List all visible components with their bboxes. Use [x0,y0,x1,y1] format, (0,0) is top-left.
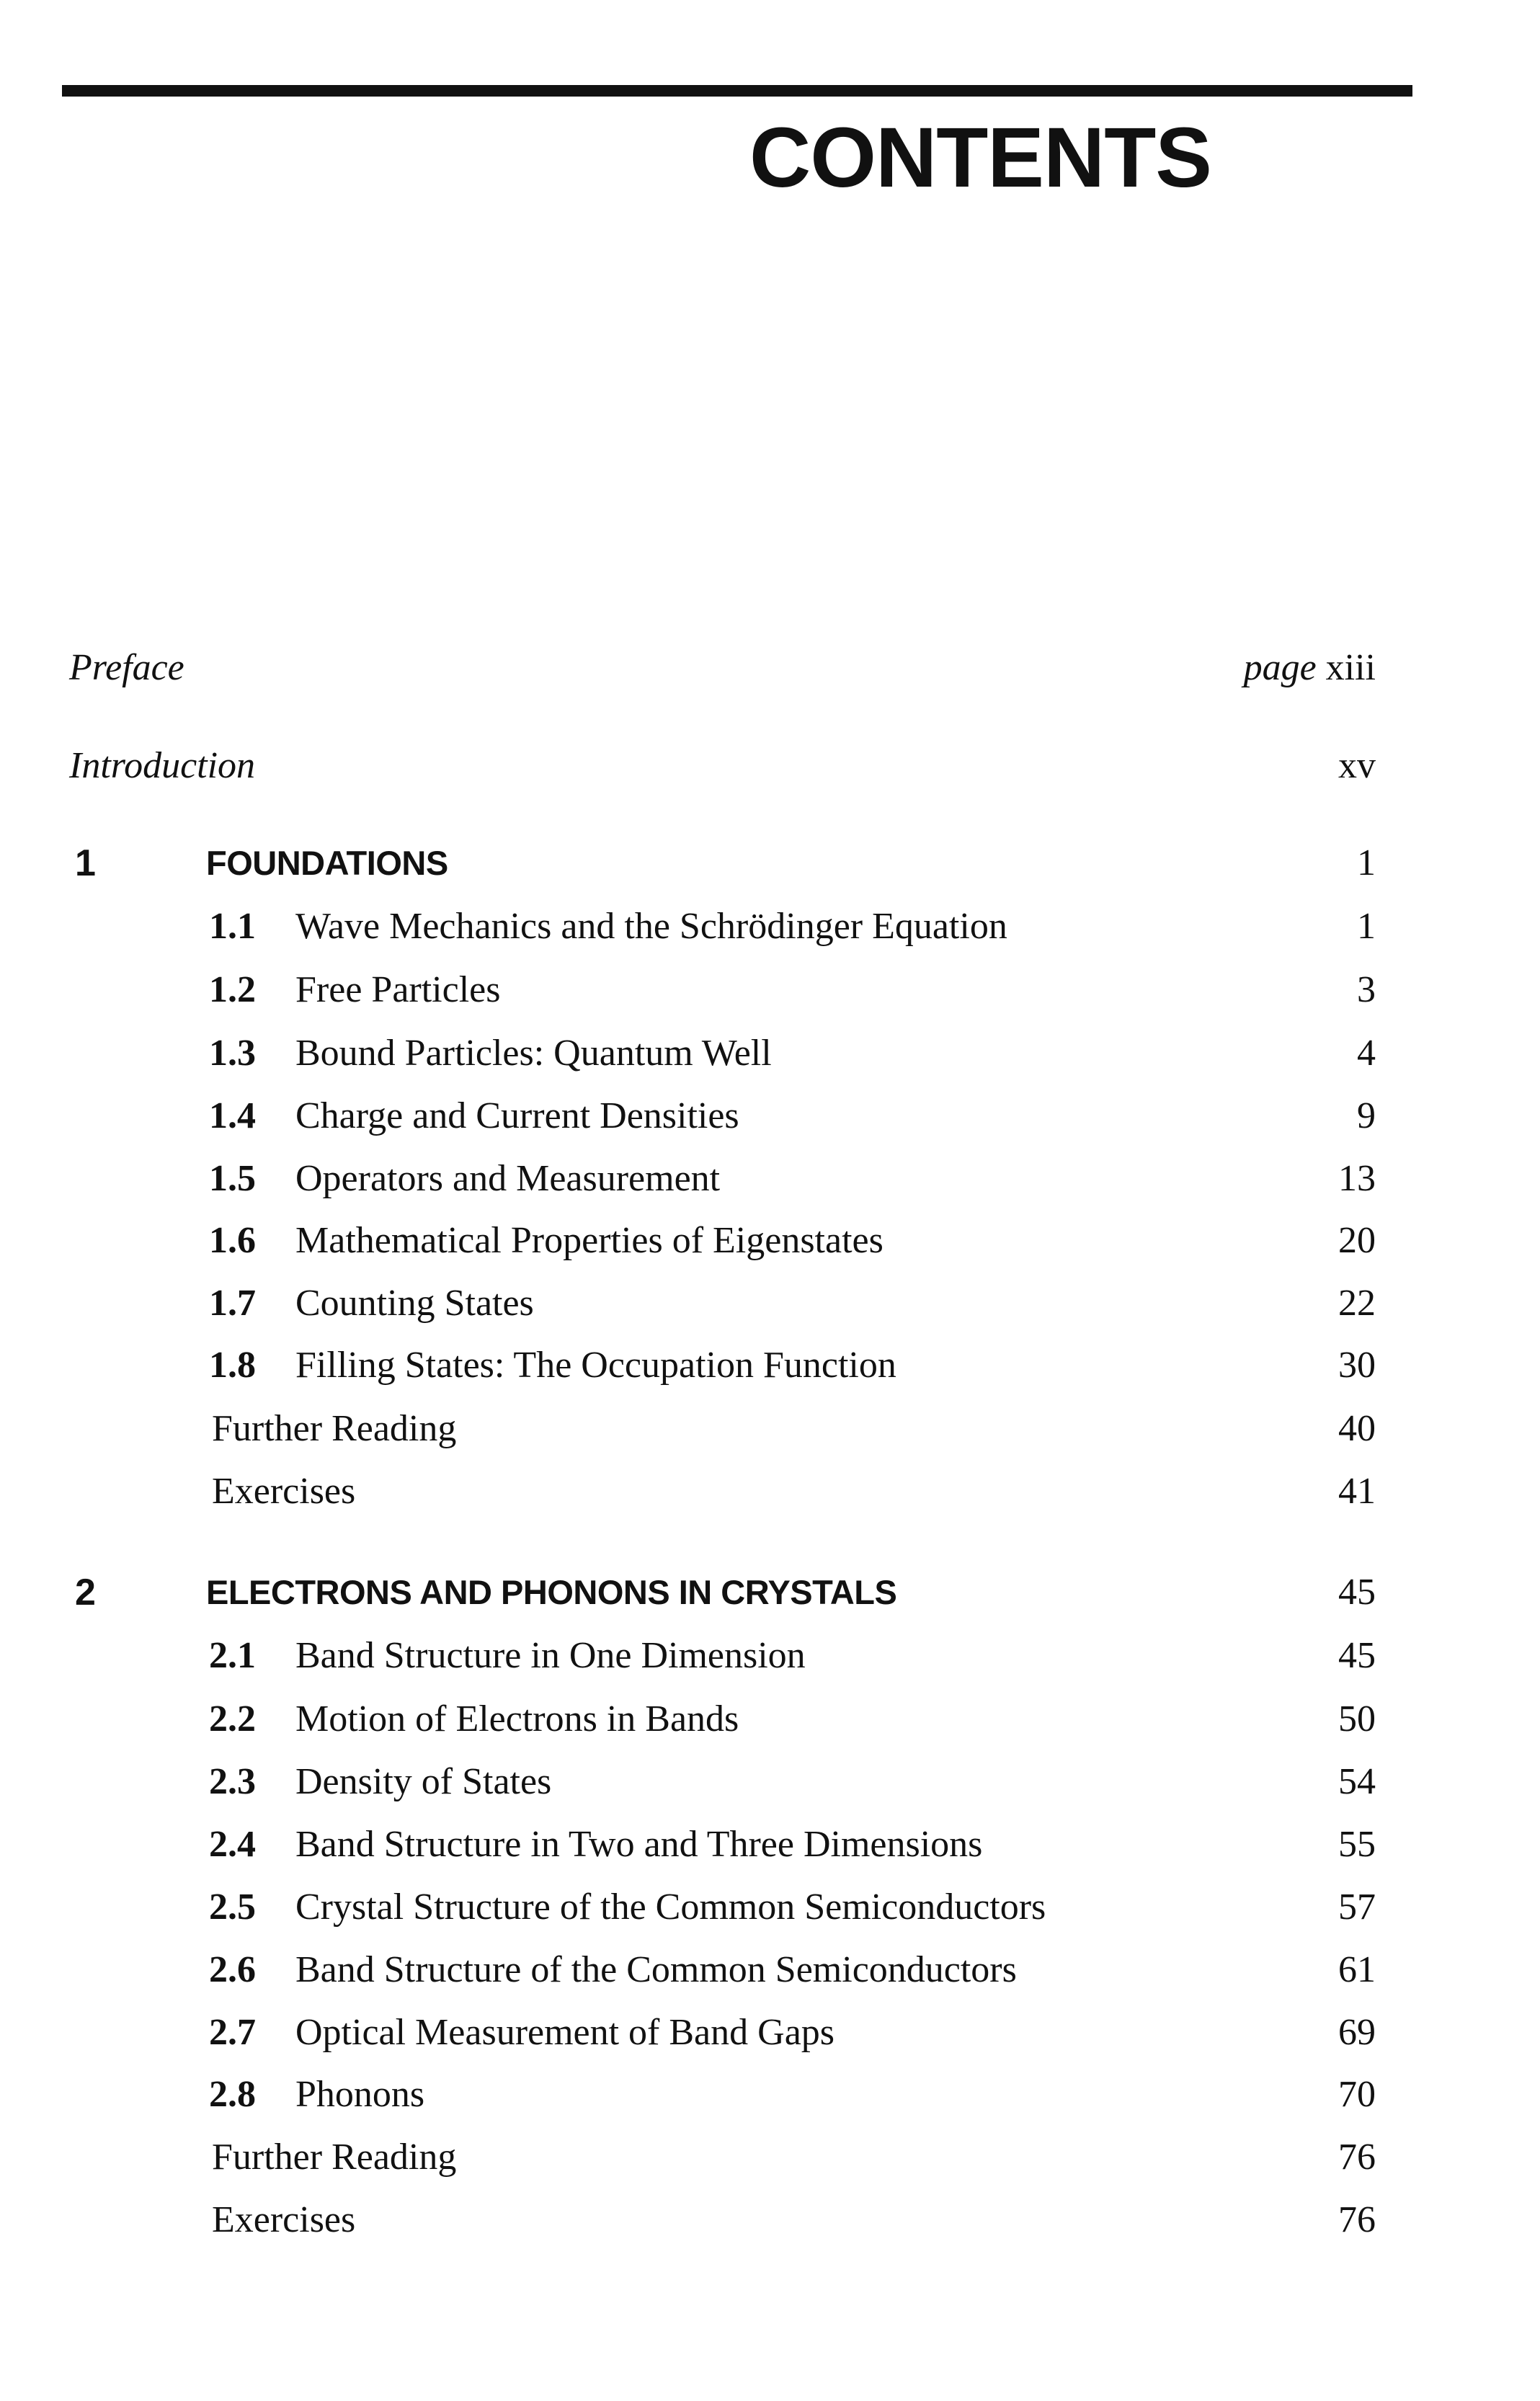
chapter-2-heading[interactable] [0,1564,1540,1621]
section-number: 2.4 [209,1824,256,1865]
section-title: Counting States [295,1283,534,1324]
toc-entry-introduction[interactable] [0,737,1540,795]
section-title: Optical Measurement of Band Gaps [295,2012,835,2053]
section-page: 3 [1357,969,1376,1010]
page-prefix: page [1243,647,1317,688]
exercises-page: 41 [1338,1471,1376,1512]
toc-section-1-6[interactable] [0,1212,1540,1270]
section-title: Free Particles [295,969,501,1010]
section-page: 20 [1338,1220,1376,1261]
toc-further-reading-2[interactable] [0,2129,1540,2186]
chapter-number: 1 [75,842,96,884]
toc-section-2-6[interactable] [0,1941,1540,1999]
section-number: 1.6 [209,1220,256,1261]
toc-section-1-2[interactable] [0,961,1540,1019]
toc-section-2-5[interactable] [0,1879,1540,1936]
top-rule [62,85,1412,97]
section-title: Motion of Electrons in Bands [295,1698,739,1740]
section-page: 57 [1338,1886,1376,1928]
section-title: Wave Mechanics and the Schrödinger Equation [295,906,1007,947]
chapter-number: 2 [75,1572,96,1613]
section-page: 45 [1338,1635,1376,1676]
section-page: 54 [1338,1761,1376,1802]
toc-section-2-2[interactable] [0,1690,1540,1748]
section-title: Band Structure in Two and Three Dimensions [295,1824,983,1865]
toc-section-1-5[interactable] [0,1150,1540,1208]
section-page: 70 [1338,2074,1376,2115]
section-title: Band Structure in One Dimension [295,1635,806,1676]
section-page: 55 [1338,1824,1376,1865]
page-number: xiii [1325,647,1376,688]
section-page: 9 [1357,1095,1376,1136]
section-title: Density of States [295,1761,552,1802]
section-number: 2.2 [209,1698,256,1740]
toc-exercises-2[interactable] [0,2191,1540,2249]
further-reading-label: Further Reading [212,1408,457,1449]
further-reading-page: 76 [1338,2137,1376,2178]
section-number: 1.4 [209,1095,256,1136]
toc-section-1-7[interactable] [0,1275,1540,1332]
entry-label: Preface [69,647,184,688]
section-title: Filling States: The Occupation Function [295,1345,896,1386]
exercises-label: Exercises [212,2199,356,2240]
chapter-page: 1 [1357,842,1376,883]
section-page: 30 [1338,1345,1376,1386]
toc-section-2-8[interactable] [0,2066,1540,2124]
toc-section-1-3[interactable] [0,1025,1540,1082]
further-reading-page: 40 [1338,1408,1376,1449]
section-number: 2.8 [209,2074,256,2115]
page-title: CONTENTS [749,110,1211,205]
section-number: 1.2 [209,969,256,1010]
section-page: 50 [1338,1698,1376,1740]
chapter-title: FOUNDATIONS [206,844,448,882]
toc-section-1-1[interactable] [0,898,1540,956]
section-number: 1.7 [209,1283,256,1324]
section-number: 2.7 [209,2012,256,2053]
exercises-page: 76 [1338,2199,1376,2240]
toc-section-2-1[interactable] [0,1627,1540,1685]
section-page: 61 [1338,1949,1376,1990]
section-title: Phonons [295,2074,425,2115]
exercises-label: Exercises [212,1471,356,1512]
chapter-1-heading[interactable] [0,834,1540,892]
toc-section-1-8[interactable] [0,1337,1540,1394]
toc-exercises-1[interactable] [0,1463,1540,1520]
toc-section-2-3[interactable] [0,1753,1540,1811]
toc-further-reading-1[interactable] [0,1400,1540,1458]
section-page: 4 [1357,1033,1376,1074]
section-title: Bound Particles: Quantum Well [295,1033,772,1074]
section-page: 1 [1357,906,1376,947]
entry-page [1244,639,1376,697]
section-number: 2.1 [209,1635,256,1676]
toc-entry-preface[interactable] [0,639,1540,697]
section-number: 2.3 [209,1761,256,1802]
toc-section-2-4[interactable] [0,1816,1540,1874]
chapter-page: 45 [1338,1572,1376,1613]
section-title: Mathematical Properties of Eigenstates [295,1220,884,1261]
toc-section-2-7[interactable] [0,2004,1540,2062]
section-number: 1.3 [209,1033,256,1074]
section-number: 2.6 [209,1949,256,1990]
section-title: Band Structure of the Common Semiconductors [295,1949,1017,1990]
chapter-title: ELECTRONS AND PHONONS IN CRYSTALS [206,1573,897,1611]
section-title: Charge and Current Densities [295,1095,739,1136]
section-number: 1.8 [209,1345,256,1386]
section-page: 69 [1338,2012,1376,2053]
entry-label: Introduction [69,745,256,786]
section-page: 22 [1338,1283,1376,1324]
section-number: 1.5 [209,1158,256,1199]
further-reading-label: Further Reading [212,2137,457,2178]
section-title: Crystal Structure of the Common Semiconductors [295,1886,1046,1928]
entry-page: xv [1338,745,1376,786]
section-title: Operators and Measurement [295,1158,721,1199]
section-number: 1.1 [209,906,256,947]
section-number: 2.5 [209,1886,256,1928]
section-page: 13 [1338,1158,1376,1199]
toc-section-1-4[interactable] [0,1087,1540,1145]
